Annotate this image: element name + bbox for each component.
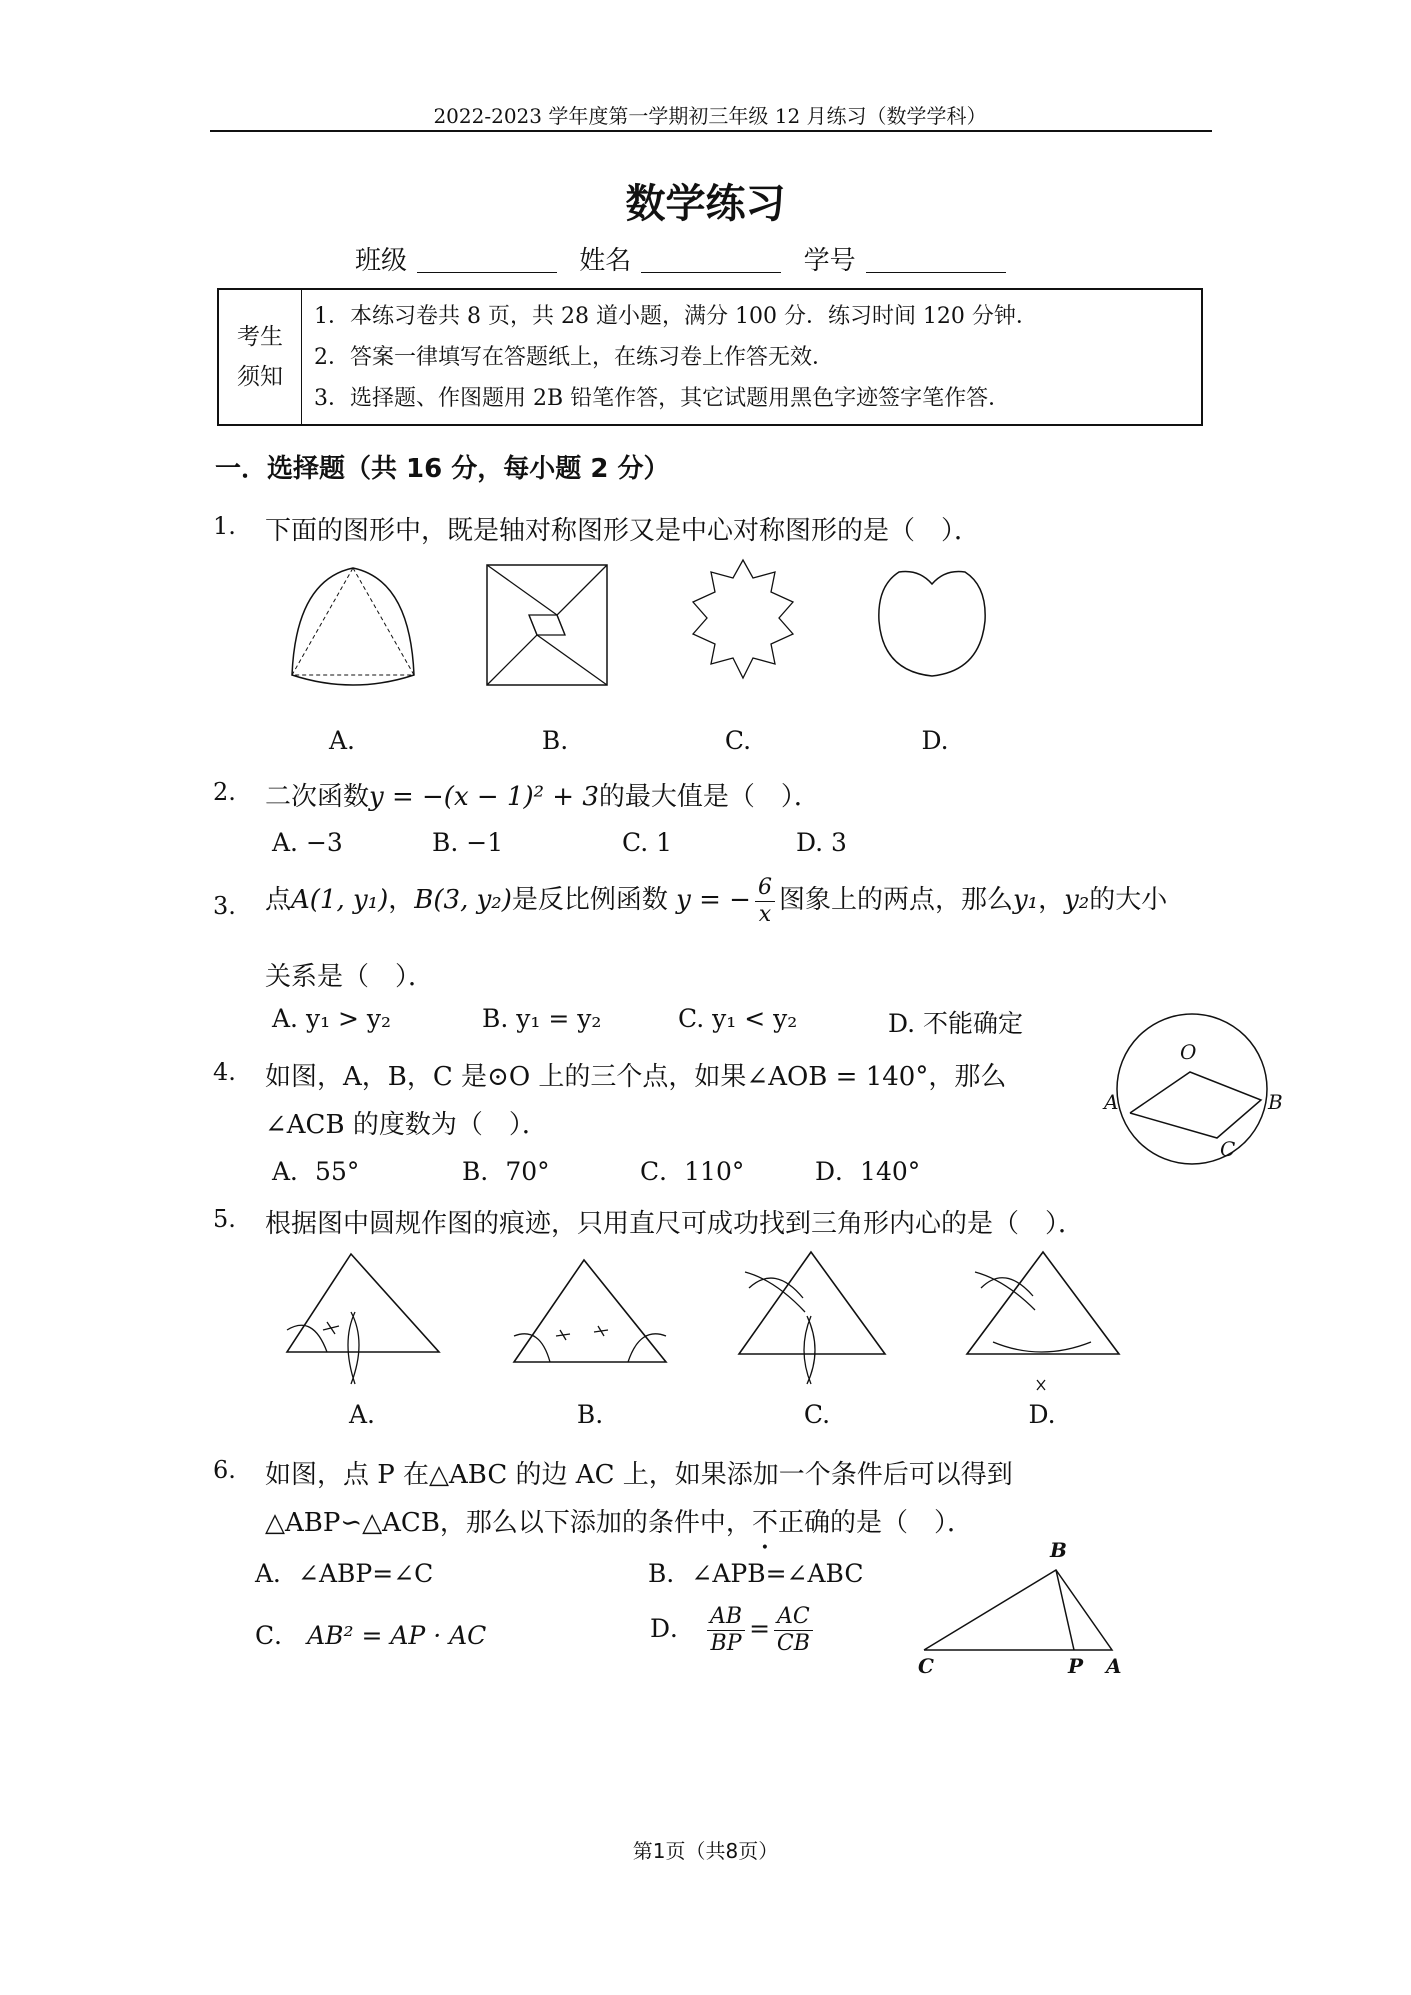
q5-figure-c (735, 1250, 895, 1395)
q5-label-c: C. (803, 1400, 831, 1429)
q5-figure-d (963, 1250, 1123, 1395)
q4-label-c: C (1220, 1137, 1236, 1161)
q2-formula: y = −(x − 1)² + 3 (369, 782, 599, 812)
q2-text: 二次函数y = −(x − 1)² + 3的最大值是（ ）． (265, 782, 820, 812)
notice-item: 3．选择题、作图题用 2B 铅笔作答，其它试题用黑色字迹签字笔作答． (314, 386, 1011, 411)
q1-figure-d (875, 566, 990, 681)
header-divider (210, 130, 1212, 132)
q5-figure-b (510, 1258, 670, 1373)
q3-option-d[interactable]: D. 不能确定 (888, 1009, 1024, 1038)
q4-option-d[interactable]: D．140° (815, 1157, 921, 1186)
q2-number: 2. (213, 778, 236, 806)
q1-figure-a (288, 565, 418, 690)
q3-number: 3. (213, 892, 236, 920)
q4-label-a: A (1104, 1090, 1119, 1114)
q1-label-a: A. (328, 726, 355, 755)
q6-option-a[interactable]: A．∠ABP=∠C (255, 1559, 434, 1588)
q6-label-c: C (918, 1654, 934, 1678)
q6-option-d[interactable]: D． $\frac{AB}{BP}$ = $\frac{AC}{CB}$ (650, 1604, 817, 1657)
notice-item: 2．答案一律填写在答题纸上，在练习卷上作答无效． (314, 345, 834, 370)
q5-text: 根据图中圆规作图的痕迹，只用直尺可成功找到三角形内心的是（ ）． (265, 1209, 1085, 1239)
q2-option-b[interactable]: B. −1 (432, 828, 504, 857)
q3-option-b[interactable]: B. y₁ = y₂ (482, 1004, 602, 1033)
q3-line1: 点A(1, y₁)，B(3, y₂)是反比例函数 y = − $\frac{6}{x}$ 图象上的两点，那么y₁，y₂的大小 (265, 874, 1168, 927)
id-label: 学号 (803, 246, 856, 276)
page-header: 2022-2023 学年度第一学期初三年级 12 月练习（数学学科） (433, 104, 987, 128)
class-blank[interactable] (417, 250, 557, 273)
class-label: 班级 (355, 246, 408, 276)
q1-label-b: B. (541, 726, 569, 755)
q3-option-a[interactable]: A. y₁ > y₂ (272, 1004, 392, 1033)
page-footer: 第1页（共8页） (632, 1839, 779, 1863)
notice-items (314, 296, 1038, 419)
q6-option-c-formula: AB² = AP · AC (307, 1621, 487, 1650)
page-title: 数学练习 (625, 181, 786, 227)
q3-option-c[interactable]: C. y₁ < y₂ (678, 1004, 798, 1033)
q3-line2: 关系是（ ）． (265, 962, 435, 992)
q6-option-b[interactable]: B．∠APB=∠ABC (648, 1559, 864, 1588)
section-heading: 一．选择题（共 16 分，每小题 2 分） (215, 454, 670, 484)
notice-label: 考生 须知 (219, 290, 302, 424)
q6-fraction-1: $\frac{AB}{BP}$ (707, 1604, 745, 1657)
id-blank[interactable] (866, 250, 1006, 273)
q6-label-a: A (1106, 1654, 1122, 1678)
q6-label-b: B (1050, 1538, 1067, 1562)
student-info (355, 240, 1020, 277)
q5-label-d: D. (1028, 1400, 1056, 1429)
q4-number: 4. (213, 1058, 236, 1086)
q6-number: 6. (213, 1456, 236, 1484)
q1-figure-b (485, 563, 610, 688)
q4-line2: ∠ACB 的度数为（ ）． (265, 1110, 548, 1140)
q4-option-b[interactable]: B．70° (462, 1157, 550, 1186)
q6-label-p: P (1068, 1654, 1084, 1678)
q4-label-b: B (1268, 1090, 1283, 1114)
q2-option-d[interactable]: D. 3 (796, 828, 847, 857)
q6-line1: 如图，点 P 在△ABC 的边 AC 上，如果添加一个条件后可以得到 (265, 1460, 1013, 1490)
q4-option-c[interactable]: C．110° (640, 1157, 745, 1186)
q6-option-c[interactable]: C． AB² = AP · AC (255, 1621, 487, 1650)
name-label: 姓名 (579, 246, 632, 276)
q1-figure-c (683, 558, 803, 693)
name-blank[interactable] (641, 250, 781, 273)
emphasis-not: 不 (751, 1508, 778, 1538)
q6-fraction-2: $\frac{AC}{CB}$ (774, 1604, 813, 1657)
q4-label-o: O (1180, 1040, 1197, 1064)
q1-text: 下面的图形中，既是轴对称图形又是中心对称图形的是（ ）． (265, 516, 981, 546)
notice-box (217, 288, 1203, 426)
q1-label-d: D. (921, 726, 949, 755)
q6-line2: △ABP∽△ACB，那么以下添加的条件中，不正确的是（ ）． (265, 1508, 973, 1538)
q5-number: 5. (213, 1205, 236, 1233)
q4-line1: 如图，A，B，C 是⊙O 上的三个点，如果∠AOB = 140°，那么 (265, 1062, 1007, 1092)
q1-label-c: C. (724, 726, 752, 755)
q5-figure-a (283, 1252, 443, 1392)
q1-number: 1. (213, 512, 236, 540)
q4-circle-figure (1100, 1010, 1280, 1170)
q5-label-a: A. (348, 1400, 375, 1429)
q2-option-a[interactable]: A. −3 (272, 828, 343, 857)
notice-item: 1．本练习卷共 8 页，共 28 道小题，满分 100 分．练习时间 120 分钟． (314, 304, 1038, 329)
q4-option-a[interactable]: A．55° (272, 1157, 360, 1186)
q3-fraction: $\frac{6}{x}$ (755, 875, 775, 928)
q5-label-b: B. (576, 1400, 604, 1429)
q2-option-c[interactable]: C. 1 (622, 828, 673, 857)
